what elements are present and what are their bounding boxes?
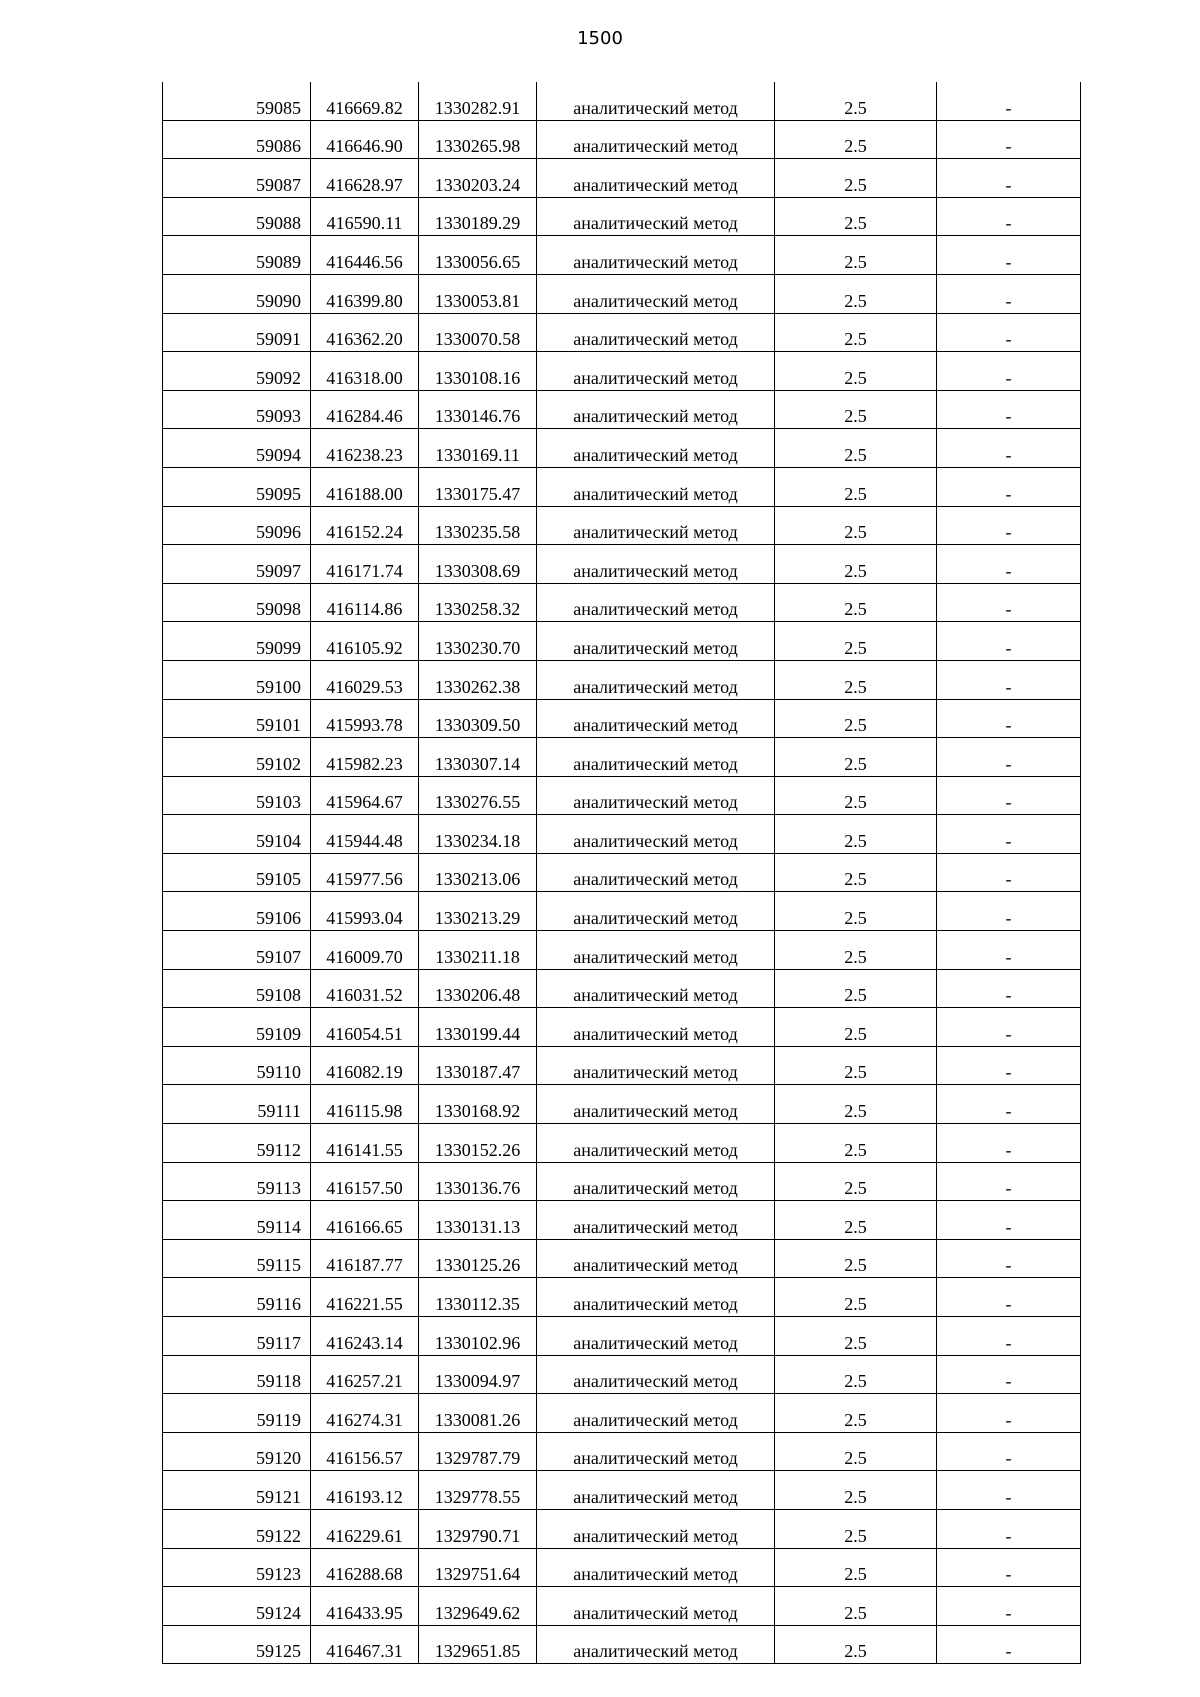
- point-number-cell: 59109: [163, 1008, 311, 1047]
- point-number-cell: 59114: [163, 1201, 311, 1240]
- point-number-cell: 59101: [163, 699, 311, 738]
- table-row: [163, 1085, 1081, 1124]
- accuracy-cell: 2.5: [775, 1085, 937, 1124]
- x-coordinate-cell: 416362.20: [311, 313, 419, 352]
- note-cell: -: [937, 815, 1081, 854]
- point-number-cell: 59093: [163, 390, 311, 429]
- y-coordinate-cell: 1330235.58: [419, 506, 537, 545]
- note-cell: -: [937, 1509, 1081, 1548]
- note-cell: -: [937, 1124, 1081, 1163]
- y-coordinate-cell: 1329651.85: [419, 1625, 537, 1664]
- method-cell: аналитический метод: [537, 274, 775, 313]
- table-row: [163, 197, 1081, 236]
- y-coordinate-cell: 1330309.50: [419, 699, 537, 738]
- x-coordinate-cell: 416284.46: [311, 390, 419, 429]
- x-coordinate-cell: 416399.80: [311, 274, 419, 313]
- table-row: [163, 738, 1081, 777]
- note-cell: -: [937, 1317, 1081, 1356]
- table-row: [163, 931, 1081, 970]
- accuracy-cell: 2.5: [775, 506, 937, 545]
- method-cell: аналитический метод: [537, 815, 775, 854]
- x-coordinate-cell: 416152.24: [311, 506, 419, 545]
- method-cell: аналитический метод: [537, 776, 775, 815]
- table-row: [163, 969, 1081, 1008]
- accuracy-cell: 2.5: [775, 545, 937, 584]
- note-cell: -: [937, 660, 1081, 699]
- point-number-cell: 59120: [163, 1432, 311, 1471]
- method-cell: аналитический метод: [537, 1432, 775, 1471]
- accuracy-cell: 2.5: [775, 1278, 937, 1317]
- x-coordinate-cell: 415977.56: [311, 853, 419, 892]
- point-number-cell: 59110: [163, 1046, 311, 1085]
- x-coordinate-cell: 415993.04: [311, 892, 419, 931]
- table-row: [163, 815, 1081, 854]
- point-number-cell: 59097: [163, 545, 311, 584]
- accuracy-cell: 2.5: [775, 1201, 937, 1240]
- note-cell: -: [937, 274, 1081, 313]
- table-row: [163, 429, 1081, 468]
- table-row: [163, 506, 1081, 545]
- y-coordinate-cell: 1330053.81: [419, 274, 537, 313]
- x-coordinate-cell: 416105.92: [311, 622, 419, 661]
- x-coordinate-cell: 416029.53: [311, 660, 419, 699]
- x-coordinate-cell: 416156.57: [311, 1432, 419, 1471]
- y-coordinate-cell: 1329787.79: [419, 1432, 537, 1471]
- note-cell: -: [937, 738, 1081, 777]
- point-number-cell: 59085: [163, 82, 311, 120]
- method-cell: аналитический метод: [537, 699, 775, 738]
- y-coordinate-cell: 1330175.47: [419, 467, 537, 506]
- point-number-cell: 59106: [163, 892, 311, 931]
- note-cell: -: [937, 506, 1081, 545]
- y-coordinate-cell: 1330146.76: [419, 390, 537, 429]
- point-number-cell: 59088: [163, 197, 311, 236]
- accuracy-cell: 2.5: [775, 699, 937, 738]
- x-coordinate-cell: 416628.97: [311, 159, 419, 198]
- point-number-cell: 59121: [163, 1471, 311, 1510]
- point-number-cell: 59099: [163, 622, 311, 661]
- note-cell: -: [937, 1471, 1081, 1510]
- point-number-cell: 59115: [163, 1239, 311, 1278]
- point-number-cell: 59116: [163, 1278, 311, 1317]
- y-coordinate-cell: 1330199.44: [419, 1008, 537, 1047]
- point-number-cell: 59092: [163, 352, 311, 391]
- x-coordinate-cell: 416009.70: [311, 931, 419, 970]
- method-cell: аналитический метод: [537, 1085, 775, 1124]
- table-row: [163, 120, 1081, 159]
- accuracy-cell: 2.5: [775, 1394, 937, 1433]
- accuracy-cell: 2.5: [775, 1046, 937, 1085]
- method-cell: аналитический метод: [537, 1201, 775, 1240]
- x-coordinate-cell: 416031.52: [311, 969, 419, 1008]
- method-cell: аналитический метод: [537, 660, 775, 699]
- point-number-cell: 59104: [163, 815, 311, 854]
- note-cell: -: [937, 1548, 1081, 1587]
- table-row: [163, 622, 1081, 661]
- method-cell: аналитический метод: [537, 1278, 775, 1317]
- y-coordinate-cell: 1330258.32: [419, 583, 537, 622]
- table-row: [163, 1201, 1081, 1240]
- y-coordinate-cell: 1329778.55: [419, 1471, 537, 1510]
- point-number-cell: 59119: [163, 1394, 311, 1433]
- y-coordinate-cell: 1330125.26: [419, 1239, 537, 1278]
- accuracy-cell: 2.5: [775, 120, 937, 159]
- accuracy-cell: 2.5: [775, 467, 937, 506]
- point-number-cell: 59122: [163, 1509, 311, 1548]
- note-cell: -: [937, 467, 1081, 506]
- method-cell: аналитический метод: [537, 390, 775, 429]
- x-coordinate-cell: 416187.77: [311, 1239, 419, 1278]
- note-cell: -: [937, 1008, 1081, 1047]
- accuracy-cell: 2.5: [775, 1124, 937, 1163]
- x-coordinate-cell: 416590.11: [311, 197, 419, 236]
- accuracy-cell: 2.5: [775, 1587, 937, 1626]
- x-coordinate-cell: 416166.65: [311, 1201, 419, 1240]
- table-row: [163, 390, 1081, 429]
- accuracy-cell: 2.5: [775, 197, 937, 236]
- note-cell: -: [937, 120, 1081, 159]
- method-cell: аналитический метод: [537, 738, 775, 777]
- table-row: [163, 159, 1081, 198]
- note-cell: -: [937, 352, 1081, 391]
- x-coordinate-cell: 416257.21: [311, 1355, 419, 1394]
- y-coordinate-cell: 1330203.24: [419, 159, 537, 198]
- method-cell: аналитический метод: [537, 429, 775, 468]
- x-coordinate-cell: 416446.56: [311, 236, 419, 275]
- accuracy-cell: 2.5: [775, 969, 937, 1008]
- accuracy-cell: 2.5: [775, 390, 937, 429]
- y-coordinate-cell: 1329790.71: [419, 1509, 537, 1548]
- y-coordinate-cell: 1329649.62: [419, 1587, 537, 1626]
- accuracy-cell: 2.5: [775, 1239, 937, 1278]
- note-cell: -: [937, 236, 1081, 275]
- note-cell: -: [937, 545, 1081, 584]
- accuracy-cell: 2.5: [775, 892, 937, 931]
- method-cell: аналитический метод: [537, 622, 775, 661]
- x-coordinate-cell: 416188.00: [311, 467, 419, 506]
- method-cell: аналитический метод: [537, 352, 775, 391]
- y-coordinate-cell: 1330131.13: [419, 1201, 537, 1240]
- table-row: [163, 776, 1081, 815]
- method-cell: аналитический метод: [537, 892, 775, 931]
- table-row: [163, 583, 1081, 622]
- method-cell: аналитический метод: [537, 1548, 775, 1587]
- table-row: [163, 352, 1081, 391]
- table-row: [163, 1509, 1081, 1548]
- table-row: [163, 1471, 1081, 1510]
- x-coordinate-cell: 416141.55: [311, 1124, 419, 1163]
- note-cell: -: [937, 776, 1081, 815]
- note-cell: -: [937, 699, 1081, 738]
- coordinates-table: [162, 82, 1081, 1664]
- accuracy-cell: 2.5: [775, 1509, 937, 1548]
- x-coordinate-cell: 415944.48: [311, 815, 419, 854]
- method-cell: аналитический метод: [537, 506, 775, 545]
- method-cell: аналитический метод: [537, 197, 775, 236]
- table-row: [163, 467, 1081, 506]
- x-coordinate-cell: 416115.98: [311, 1085, 419, 1124]
- note-cell: -: [937, 1587, 1081, 1626]
- accuracy-cell: 2.5: [775, 583, 937, 622]
- note-cell: -: [937, 1085, 1081, 1124]
- accuracy-cell: 2.5: [775, 738, 937, 777]
- x-coordinate-cell: 416054.51: [311, 1008, 419, 1047]
- x-coordinate-cell: 416669.82: [311, 82, 419, 120]
- x-coordinate-cell: 416288.68: [311, 1548, 419, 1587]
- method-cell: аналитический метод: [537, 931, 775, 970]
- table-row: [163, 1046, 1081, 1085]
- table-row: [163, 1548, 1081, 1587]
- note-cell: -: [937, 1394, 1081, 1433]
- point-number-cell: 59094: [163, 429, 311, 468]
- note-cell: -: [937, 931, 1081, 970]
- point-number-cell: 59089: [163, 236, 311, 275]
- table-row: [163, 1162, 1081, 1201]
- table-row: [163, 892, 1081, 931]
- accuracy-cell: 2.5: [775, 1432, 937, 1471]
- table-row: [163, 313, 1081, 352]
- y-coordinate-cell: 1330112.35: [419, 1278, 537, 1317]
- note-cell: -: [937, 1625, 1081, 1664]
- y-coordinate-cell: 1330230.70: [419, 622, 537, 661]
- method-cell: аналитический метод: [537, 467, 775, 506]
- accuracy-cell: 2.5: [775, 815, 937, 854]
- y-coordinate-cell: 1330206.48: [419, 969, 537, 1008]
- note-cell: -: [937, 853, 1081, 892]
- x-coordinate-cell: 416318.00: [311, 352, 419, 391]
- accuracy-cell: 2.5: [775, 1317, 937, 1356]
- accuracy-cell: 2.5: [775, 1625, 937, 1664]
- method-cell: аналитический метод: [537, 1162, 775, 1201]
- x-coordinate-cell: 416193.12: [311, 1471, 419, 1510]
- point-number-cell: 59086: [163, 120, 311, 159]
- table-row: [163, 1239, 1081, 1278]
- note-cell: -: [937, 429, 1081, 468]
- y-coordinate-cell: 1330282.91: [419, 82, 537, 120]
- x-coordinate-cell: 416243.14: [311, 1317, 419, 1356]
- y-coordinate-cell: 1329751.64: [419, 1548, 537, 1587]
- x-coordinate-cell: 416467.31: [311, 1625, 419, 1664]
- y-coordinate-cell: 1330187.47: [419, 1046, 537, 1085]
- table-body: [163, 82, 1081, 1664]
- method-cell: аналитический метод: [537, 1239, 775, 1278]
- table-row: [163, 236, 1081, 275]
- note-cell: -: [937, 1046, 1081, 1085]
- point-number-cell: 59090: [163, 274, 311, 313]
- x-coordinate-cell: 416433.95: [311, 1587, 419, 1626]
- method-cell: аналитический метод: [537, 545, 775, 584]
- y-coordinate-cell: 1330169.11: [419, 429, 537, 468]
- note-cell: -: [937, 892, 1081, 931]
- x-coordinate-cell: 416171.74: [311, 545, 419, 584]
- x-coordinate-cell: 416646.90: [311, 120, 419, 159]
- note-cell: -: [937, 313, 1081, 352]
- method-cell: аналитический метод: [537, 1355, 775, 1394]
- x-coordinate-cell: 416114.86: [311, 583, 419, 622]
- method-cell: аналитический метод: [537, 1317, 775, 1356]
- y-coordinate-cell: 1330211.18: [419, 931, 537, 970]
- method-cell: аналитический метод: [537, 1625, 775, 1664]
- x-coordinate-cell: 416238.23: [311, 429, 419, 468]
- note-cell: -: [937, 1162, 1081, 1201]
- accuracy-cell: 2.5: [775, 236, 937, 275]
- point-number-cell: 59108: [163, 969, 311, 1008]
- table-row: [163, 1432, 1081, 1471]
- y-coordinate-cell: 1330276.55: [419, 776, 537, 815]
- table-row: [163, 1625, 1081, 1664]
- method-cell: аналитический метод: [537, 1124, 775, 1163]
- y-coordinate-cell: 1330136.76: [419, 1162, 537, 1201]
- y-coordinate-cell: 1330234.18: [419, 815, 537, 854]
- table-row: [163, 1317, 1081, 1356]
- table-row: [163, 274, 1081, 313]
- x-coordinate-cell: 415993.78: [311, 699, 419, 738]
- note-cell: -: [937, 583, 1081, 622]
- accuracy-cell: 2.5: [775, 1471, 937, 1510]
- note-cell: -: [937, 197, 1081, 236]
- page-number: 1500: [577, 28, 623, 49]
- accuracy-cell: 2.5: [775, 853, 937, 892]
- note-cell: -: [937, 1239, 1081, 1278]
- note-cell: -: [937, 390, 1081, 429]
- x-coordinate-cell: 416082.19: [311, 1046, 419, 1085]
- table-row: [163, 1278, 1081, 1317]
- method-cell: аналитический метод: [537, 1509, 775, 1548]
- method-cell: аналитический метод: [537, 82, 775, 120]
- x-coordinate-cell: 416221.55: [311, 1278, 419, 1317]
- point-number-cell: 59102: [163, 738, 311, 777]
- accuracy-cell: 2.5: [775, 159, 937, 198]
- point-number-cell: 59091: [163, 313, 311, 352]
- point-number-cell: 59096: [163, 506, 311, 545]
- method-cell: аналитический метод: [537, 1471, 775, 1510]
- accuracy-cell: 2.5: [775, 82, 937, 120]
- accuracy-cell: 2.5: [775, 1162, 937, 1201]
- point-number-cell: 59103: [163, 776, 311, 815]
- note-cell: -: [937, 1355, 1081, 1394]
- y-coordinate-cell: 1330168.92: [419, 1085, 537, 1124]
- method-cell: аналитический метод: [537, 853, 775, 892]
- method-cell: аналитический метод: [537, 583, 775, 622]
- x-coordinate-cell: 415982.23: [311, 738, 419, 777]
- note-cell: -: [937, 622, 1081, 661]
- method-cell: аналитический метод: [537, 1587, 775, 1626]
- point-number-cell: 59111: [163, 1085, 311, 1124]
- method-cell: аналитический метод: [537, 159, 775, 198]
- y-coordinate-cell: 1330070.58: [419, 313, 537, 352]
- accuracy-cell: 2.5: [775, 1008, 937, 1047]
- table-row: [163, 1008, 1081, 1047]
- accuracy-cell: 2.5: [775, 622, 937, 661]
- y-coordinate-cell: 1330308.69: [419, 545, 537, 584]
- accuracy-cell: 2.5: [775, 429, 937, 468]
- point-number-cell: 59113: [163, 1162, 311, 1201]
- point-number-cell: 59112: [163, 1124, 311, 1163]
- point-number-cell: 59107: [163, 931, 311, 970]
- y-coordinate-cell: 1330189.29: [419, 197, 537, 236]
- x-coordinate-cell: 416274.31: [311, 1394, 419, 1433]
- method-cell: аналитический метод: [537, 313, 775, 352]
- y-coordinate-cell: 1330056.65: [419, 236, 537, 275]
- y-coordinate-cell: 1330094.97: [419, 1355, 537, 1394]
- table-row: [163, 1124, 1081, 1163]
- y-coordinate-cell: 1330102.96: [419, 1317, 537, 1356]
- accuracy-cell: 2.5: [775, 352, 937, 391]
- y-coordinate-cell: 1330213.29: [419, 892, 537, 931]
- point-number-cell: 59098: [163, 583, 311, 622]
- table-row: [163, 660, 1081, 699]
- point-number-cell: 59100: [163, 660, 311, 699]
- table-row: [163, 1587, 1081, 1626]
- note-cell: -: [937, 1201, 1081, 1240]
- note-cell: -: [937, 969, 1081, 1008]
- point-number-cell: 59125: [163, 1625, 311, 1664]
- note-cell: -: [937, 1278, 1081, 1317]
- method-cell: аналитический метод: [537, 236, 775, 275]
- table-row: [163, 699, 1081, 738]
- method-cell: аналитический метод: [537, 1046, 775, 1085]
- table-row: [163, 853, 1081, 892]
- y-coordinate-cell: 1330152.26: [419, 1124, 537, 1163]
- note-cell: -: [937, 82, 1081, 120]
- method-cell: аналитический метод: [537, 120, 775, 159]
- y-coordinate-cell: 1330108.16: [419, 352, 537, 391]
- point-number-cell: 59123: [163, 1548, 311, 1587]
- accuracy-cell: 2.5: [775, 274, 937, 313]
- accuracy-cell: 2.5: [775, 931, 937, 970]
- point-number-cell: 59105: [163, 853, 311, 892]
- x-coordinate-cell: 415964.67: [311, 776, 419, 815]
- point-number-cell: 59117: [163, 1317, 311, 1356]
- method-cell: аналитический метод: [537, 1008, 775, 1047]
- y-coordinate-cell: 1330265.98: [419, 120, 537, 159]
- table-row: [163, 1394, 1081, 1433]
- accuracy-cell: 2.5: [775, 313, 937, 352]
- note-cell: -: [937, 1432, 1081, 1471]
- y-coordinate-cell: 1330262.38: [419, 660, 537, 699]
- note-cell: -: [937, 159, 1081, 198]
- x-coordinate-cell: 416157.50: [311, 1162, 419, 1201]
- x-coordinate-cell: 416229.61: [311, 1509, 419, 1548]
- y-coordinate-cell: 1330081.26: [419, 1394, 537, 1433]
- point-number-cell: 59087: [163, 159, 311, 198]
- accuracy-cell: 2.5: [775, 1355, 937, 1394]
- point-number-cell: 59118: [163, 1355, 311, 1394]
- table-row: [163, 82, 1081, 120]
- point-number-cell: 59124: [163, 1587, 311, 1626]
- accuracy-cell: 2.5: [775, 660, 937, 699]
- y-coordinate-cell: 1330307.14: [419, 738, 537, 777]
- accuracy-cell: 2.5: [775, 776, 937, 815]
- table-row: [163, 545, 1081, 584]
- method-cell: аналитический метод: [537, 1394, 775, 1433]
- accuracy-cell: 2.5: [775, 1548, 937, 1587]
- y-coordinate-cell: 1330213.06: [419, 853, 537, 892]
- method-cell: аналитический метод: [537, 969, 775, 1008]
- table-row: [163, 1355, 1081, 1394]
- point-number-cell: 59095: [163, 467, 311, 506]
